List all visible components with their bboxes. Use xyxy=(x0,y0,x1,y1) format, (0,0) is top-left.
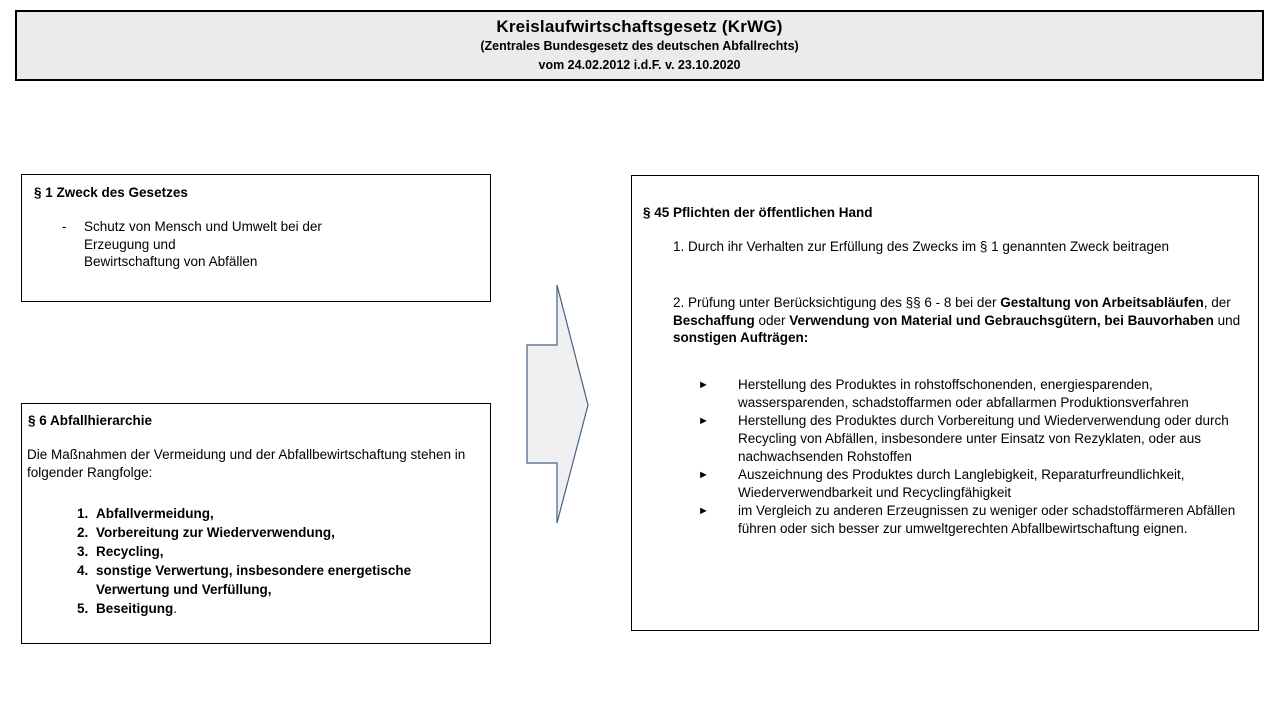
paragraph-6-intro-text: Die Maßnahmen der Vermeidung und der Abfallbewirtschaftung stehen in folgender Rangfolge: xyxy=(27,447,466,480)
emphasised-text: Gestaltung von Arbeitsabläufen xyxy=(1000,295,1204,310)
list-item-label: im Vergleich zu anderen Erzeugnissen zu weniger oder schadstoffärmeren Abfällen führen oder sich besser zur umweltgerechten Abfallbewirtschaftung eignen. xyxy=(738,503,1236,536)
list-item xyxy=(77,599,487,618)
page-title: Kreislaufwirtschaftsgesetz (KrWG) xyxy=(496,17,783,36)
triangle-bullet-icon: ► xyxy=(698,379,709,391)
triangle-bullet-icon: ► xyxy=(698,505,709,517)
list-item-number: 5. xyxy=(77,601,89,616)
list-item xyxy=(77,542,487,561)
paragraph-45-box xyxy=(631,175,1259,631)
bullet-line: Bewirtschaftung von Abfällen xyxy=(84,254,258,269)
list-item xyxy=(698,376,1258,412)
triangle-bullet-icon: ► xyxy=(698,415,709,427)
paragraph-45-item-1: 1. Durch ihr Verhalten zur Erfüllung des Zwecks im § 1 genannten Zweck beitragen xyxy=(673,239,1170,254)
list-item-label: Herstellung des Produktes durch Vorbereitung und Wiederverwendung oder durch Recycling von Abfällen, insbesondere unter Einsatz von Rezyklaten, oder aus nachwachsenden Rohstoffen xyxy=(738,413,1229,464)
bullet-line: Erzeugung und xyxy=(84,236,176,252)
list-item xyxy=(62,218,462,271)
list-item-number: 3. xyxy=(77,544,89,559)
paragraph-6-box xyxy=(21,403,491,644)
triangle-bullet-icon: ► xyxy=(698,469,709,481)
dash-bullet-icon: - xyxy=(62,219,67,234)
plain-text: , der xyxy=(1203,295,1231,310)
list-item-number: 2. xyxy=(77,525,89,540)
emphasised-text: Beschaffung xyxy=(673,312,755,328)
list-item xyxy=(698,412,1258,466)
list-item xyxy=(698,502,1258,538)
bullet-line: Schutz von Mensch und Umwelt bei der xyxy=(84,219,322,234)
plain-text: 2. Prüfung unter Berücksichtigung des §§ 6 - 8 bei der xyxy=(673,295,1001,310)
list-item-label: Beseitigung. xyxy=(96,601,178,616)
list-item-punctuation: . xyxy=(173,601,178,616)
right-arrow-icon xyxy=(520,278,600,532)
list-item xyxy=(77,561,487,599)
list-item-number: 1. xyxy=(77,506,89,521)
list-item-label: Abfallvermeidung, xyxy=(96,506,214,521)
emphasised-text: sonstigen Aufträgen: xyxy=(673,330,809,345)
paragraph-1-heading: § 1 Zweck des Gesetzes xyxy=(34,185,188,200)
paragraph-1-bullet-list xyxy=(62,218,462,271)
list-item-number: 4. xyxy=(77,563,89,578)
page-subtitle: (Zentrales Bundesgesetz des deutschen Abfallrechts) xyxy=(480,39,799,53)
flow-arrow xyxy=(520,278,600,532)
paragraph-45-item-2 xyxy=(673,294,1243,347)
list-item xyxy=(698,466,1258,502)
paragraph-45-bullet-list xyxy=(698,376,1258,538)
list-item xyxy=(77,523,487,542)
paragraph-45-heading: § 45 Pflichten der öffentlichen Hand xyxy=(643,205,873,220)
list-item-label: Recycling, xyxy=(96,544,164,559)
plain-text: und xyxy=(1213,312,1241,328)
page-date-line: vom 24.02.2012 i.d.F. v. 23.10.2020 xyxy=(538,58,741,72)
paragraph-1-box xyxy=(21,174,491,302)
paragraph-1-bullet-text xyxy=(84,218,322,271)
list-item-label: sonstige Verwertung, insbesondere energetische Verwertung und Verfüllung, xyxy=(96,563,412,597)
list-item xyxy=(77,504,487,523)
list-item-label: Herstellung des Produktes in rohstoffschonenden, energiesparenden, wassersparenden, schadstoffarmen oder abfallarmen Produktionsverfahren xyxy=(738,377,1189,410)
paragraph-6-ordered-list xyxy=(77,504,487,618)
paragraph-6-heading: § 6 Abfallhierarchie xyxy=(28,413,153,428)
document-title-box xyxy=(15,10,1264,81)
emphasised-text: Verwendung von Material und Gebrauchsgütern, bei Bauvorhaben xyxy=(789,312,1214,328)
list-item-label: Auszeichnung des Produktes durch Langlebigkeit, Reparaturfreundlichkeit, Wiederverwendbarkeit und Recyclingfähigkeit xyxy=(738,467,1185,500)
plain-text: oder xyxy=(754,312,790,328)
list-item-label: Vorbereitung zur Wiederverwendung, xyxy=(96,525,335,540)
